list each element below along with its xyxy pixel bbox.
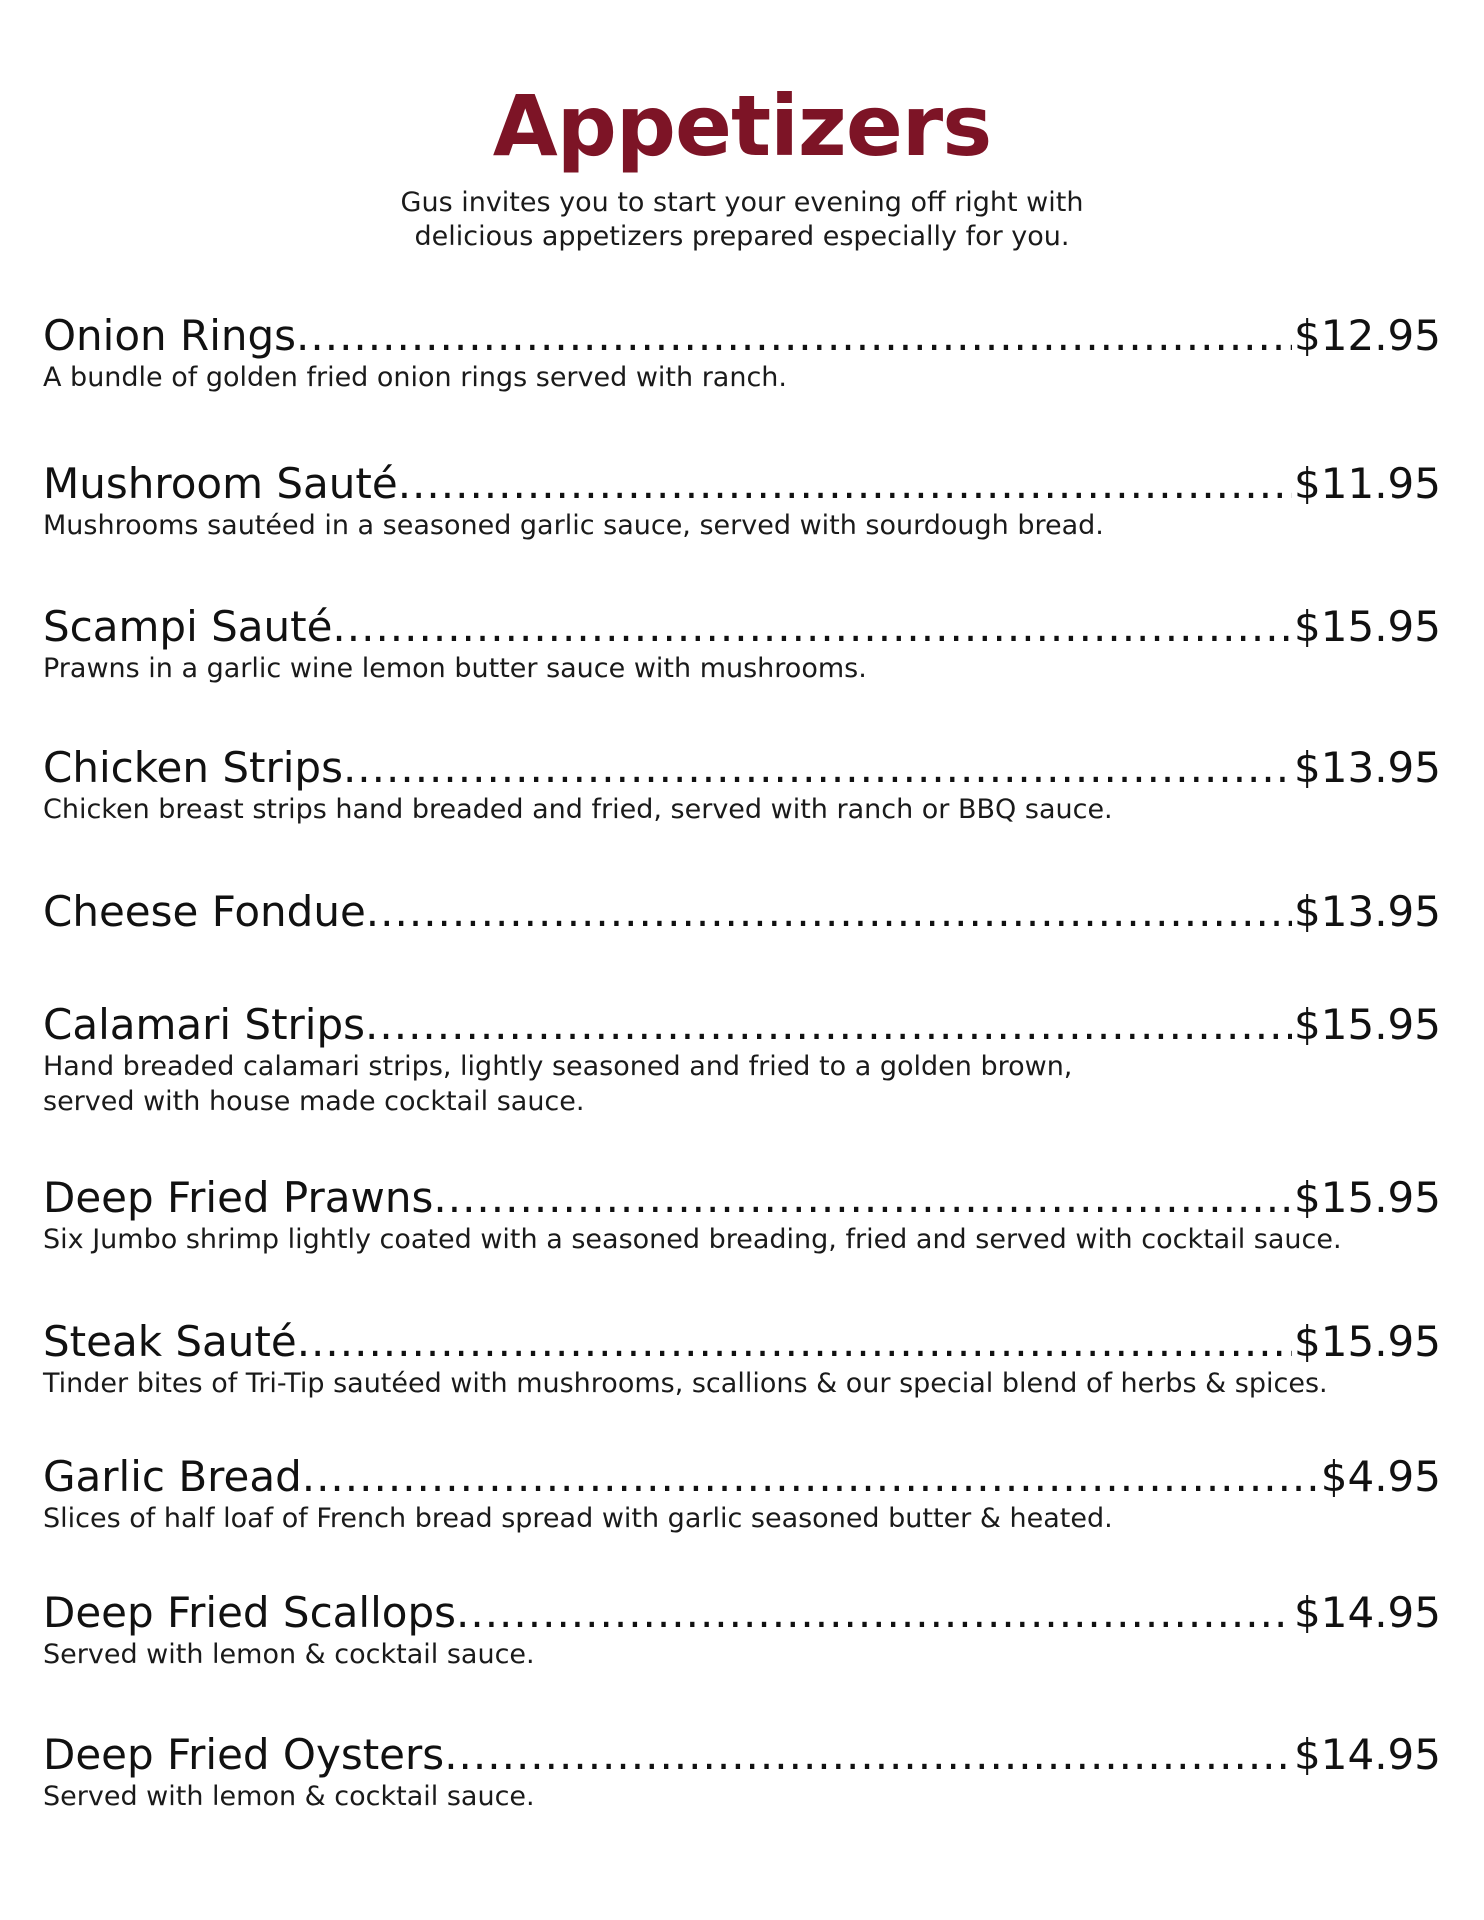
item-name: Deep Fried Prawns bbox=[43, 1173, 434, 1222]
item-name: Cheese Fondue bbox=[43, 887, 366, 936]
dot-leader bbox=[296, 310, 1292, 362]
item-description bbox=[43, 1366, 1441, 1401]
item-name: Chicken Strips bbox=[43, 743, 343, 792]
item-price: $4.95 bbox=[1320, 1452, 1441, 1501]
item-name: Garlic Bread bbox=[43, 1452, 302, 1501]
dot-leader bbox=[366, 886, 1292, 938]
item-description-line: A bundle of golden fried onion rings served with ranch. bbox=[43, 362, 788, 393]
dot-leader bbox=[365, 999, 1292, 1051]
menu-item-mushroom-saute bbox=[43, 458, 1441, 543]
item-description-line: Served with lemon & cocktail sauce. bbox=[43, 1639, 535, 1670]
menu-item-steak-saute bbox=[43, 1316, 1441, 1401]
intro-line-1: Gus invites you to start your evening off right with bbox=[400, 187, 1084, 218]
item-description bbox=[43, 1222, 1441, 1257]
intro-text bbox=[0, 186, 1484, 254]
item-price: $11.95 bbox=[1294, 459, 1441, 508]
item-name: Scampi Sauté bbox=[43, 602, 333, 651]
item-description bbox=[43, 1637, 1441, 1672]
item-description bbox=[43, 1501, 1441, 1536]
item-description-line: Chicken breast strips hand breaded and fried, served with ranch or BBQ sauce. bbox=[43, 794, 1113, 825]
dot-leader bbox=[456, 1587, 1292, 1639]
item-description-line: Six Jumbo shrimp lightly coated with a seasoned breading, fried and served with cocktail sauce. bbox=[43, 1224, 1342, 1255]
intro-line-2: delicious appetizers prepared especially for you. bbox=[414, 221, 1070, 252]
item-description-line: Mushrooms sautéed in a seasoned garlic sauce, served with sourdough bread. bbox=[43, 510, 1104, 541]
menu-item-onion-rings bbox=[43, 310, 1441, 395]
dot-leader bbox=[343, 742, 1292, 794]
dot-leader bbox=[332, 601, 1292, 653]
item-price: $12.95 bbox=[1294, 311, 1441, 360]
item-description-line: Slices of half loaf of French bread spread with garlic seasoned butter & heated. bbox=[43, 1503, 1113, 1534]
item-name: Steak Sauté bbox=[43, 1317, 297, 1366]
item-price: $14.95 bbox=[1294, 1730, 1441, 1779]
item-description bbox=[43, 508, 1441, 543]
item-name: Deep Fried Oysters bbox=[43, 1730, 445, 1779]
item-description-line: Served with lemon & cocktail sauce. bbox=[43, 1781, 535, 1812]
item-name: Calamari Strips bbox=[43, 1000, 366, 1049]
menu-item-chicken-strips bbox=[43, 742, 1441, 827]
menu-item-cheese-fondue bbox=[43, 886, 1441, 938]
item-description-line: Tinder bites of Tri-Tip sautéed with mushrooms, scallions & our special blend of herbs & spices. bbox=[43, 1368, 1328, 1399]
item-name: Mushroom Sauté bbox=[43, 459, 398, 508]
item-description-line: Prawns in a garlic wine lemon butter sauce with mushrooms. bbox=[43, 653, 867, 684]
item-description bbox=[43, 1049, 1441, 1119]
dot-leader bbox=[433, 1172, 1292, 1224]
dot-leader bbox=[398, 458, 1292, 510]
menu-item-deep-fried-oysters bbox=[43, 1729, 1441, 1814]
item-description bbox=[43, 792, 1441, 827]
menu-item-deep-fried-prawns bbox=[43, 1172, 1441, 1257]
menu-item-garlic-bread bbox=[43, 1451, 1441, 1536]
dot-leader bbox=[302, 1451, 1319, 1503]
item-description-line: Hand breaded calamari strips, lightly seasoned and fried to a golden brown, bbox=[43, 1051, 1073, 1082]
item-price: $15.95 bbox=[1294, 602, 1441, 651]
item-price: $13.95 bbox=[1294, 743, 1441, 792]
page-title: Appetizers bbox=[492, 77, 992, 175]
menu-item-deep-fried-scallops bbox=[43, 1587, 1441, 1672]
dot-leader bbox=[444, 1729, 1292, 1781]
item-description-line: served with house made cocktail sauce. bbox=[43, 1086, 585, 1117]
item-name: Onion Rings bbox=[43, 311, 297, 360]
item-price: $15.95 bbox=[1294, 1317, 1441, 1366]
item-name: Deep Fried Scallops bbox=[43, 1588, 456, 1637]
item-price: $13.95 bbox=[1294, 887, 1441, 936]
dot-leader bbox=[297, 1316, 1292, 1368]
item-price: $15.95 bbox=[1294, 1000, 1441, 1049]
item-price: $15.95 bbox=[1294, 1173, 1441, 1222]
item-description bbox=[43, 1779, 1441, 1814]
item-description bbox=[43, 651, 1441, 686]
menu-item-calamari-strips bbox=[43, 999, 1441, 1119]
item-description bbox=[43, 360, 1441, 395]
item-price: $14.95 bbox=[1294, 1588, 1441, 1637]
menu-item-scampi-saute bbox=[43, 601, 1441, 686]
